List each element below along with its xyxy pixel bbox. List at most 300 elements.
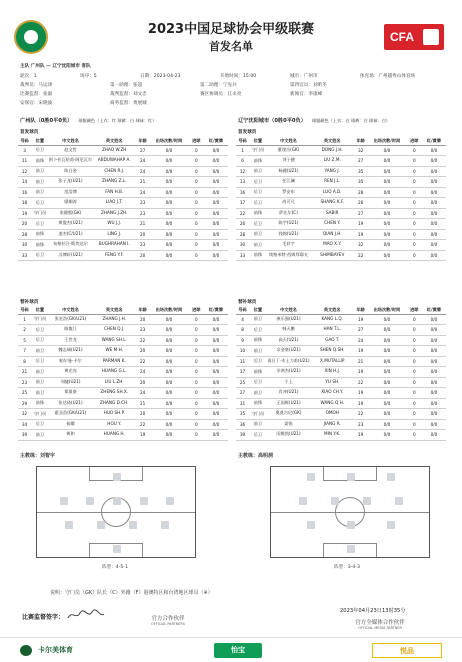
table-cell: 0/0 xyxy=(204,388,228,399)
table-cell: 廖炯涛 xyxy=(49,198,93,209)
table-cell: 0 xyxy=(407,430,422,441)
table-cell: 0 xyxy=(189,356,204,367)
table-cell: 0/0 xyxy=(422,156,446,167)
info-value: 刘昕冬 xyxy=(312,83,327,88)
table-row xyxy=(18,356,228,367)
home-player-shirt-icon xyxy=(166,497,174,505)
info-row4-1 xyxy=(110,91,147,97)
column-header: 位置 xyxy=(249,307,267,314)
info-row2-5 xyxy=(360,73,415,79)
table-row xyxy=(236,409,446,420)
table-cell: 0 xyxy=(189,398,204,409)
table-cell: 0/0 xyxy=(149,145,188,156)
home-player-shirt-icon xyxy=(161,521,169,529)
column-header: 位置 xyxy=(31,307,49,314)
info-value: 马运津 xyxy=(38,83,53,88)
table-cell: 0/0 xyxy=(204,325,228,336)
info-row3-3 xyxy=(290,82,327,88)
table-cell: 27 xyxy=(354,156,367,167)
table-cell: 0/0 xyxy=(422,145,446,156)
table-cell: 9 xyxy=(236,335,249,346)
info-value: 张毅 xyxy=(42,92,53,97)
table-row xyxy=(236,314,446,325)
table-cell: 郑晟豪 xyxy=(49,388,93,399)
table-cell: 0/0 xyxy=(149,335,188,346)
table-cell: 0/0 xyxy=(204,346,228,357)
column-header: 年龄 xyxy=(354,307,367,314)
table-cell: 刘捷(U21) xyxy=(49,377,93,388)
table-cell: 0 xyxy=(407,156,422,167)
away-player-shirt-icon xyxy=(347,545,355,553)
table-cell: 0/0 xyxy=(367,240,406,251)
home-starters-title: 首发球员 xyxy=(20,130,39,135)
table-cell: 28 xyxy=(354,187,367,198)
away-coach-label: 主教练： xyxy=(238,453,259,459)
table-cell: 尚可凡 xyxy=(267,198,311,209)
home-starters-table xyxy=(18,138,228,261)
table-row xyxy=(18,208,228,219)
table-cell: 0/0 xyxy=(367,187,406,198)
legend-note: 说明：守门员（GK）队长（C）外籍（F）港澳特区和台湾地区球员（※） xyxy=(50,590,213,596)
info-label: 新闻官： xyxy=(290,92,309,97)
table-cell: 于上 xyxy=(267,377,311,388)
table-row xyxy=(18,419,228,430)
table-cell: 0 xyxy=(189,367,204,378)
table-cell: 0/0 xyxy=(204,398,228,409)
table-cell: 后卫 xyxy=(31,250,49,261)
table-cell: 20 xyxy=(18,219,31,230)
table-cell: 0/0 xyxy=(367,208,406,219)
table-cell: 0/0 xyxy=(204,430,228,441)
table-cell: YU SH. xyxy=(310,377,354,388)
table-cell: 0/0 xyxy=(367,177,406,188)
table-cell: 0/0 xyxy=(367,388,406,399)
table-cell: 后卫 xyxy=(249,219,267,230)
sponsor-kelme: 卡尔美体育 xyxy=(18,643,126,658)
partners-en: OFFICIAL PARTNERS xyxy=(151,622,185,626)
table-cell: CHEN Y. xyxy=(310,219,354,230)
table-cell: 前锋 xyxy=(249,208,267,219)
column-header: 号码 xyxy=(236,138,249,145)
info-value: 5 xyxy=(93,74,97,79)
info-label: 开始时间： xyxy=(220,74,243,79)
table-cell: 后卫 xyxy=(249,187,267,198)
table-cell: 36 xyxy=(236,419,249,430)
table-cell: 康乐强(U21) xyxy=(267,314,311,325)
table-cell: CHEN R.J. xyxy=(92,166,136,177)
table-cell: 范浩博 xyxy=(49,187,93,198)
table-cell: 赵文哲 xyxy=(49,145,93,156)
info-row3-1 xyxy=(110,82,142,88)
table-cell: 陈日金 xyxy=(49,166,93,177)
table-cell: 0/0 xyxy=(149,377,188,388)
home-player-shirt-icon xyxy=(129,521,137,529)
table-cell: 前卫 xyxy=(249,419,267,430)
table-cell: 0 xyxy=(189,177,204,188)
home-player-shirt-icon xyxy=(113,473,121,481)
table-cell: 后卫 xyxy=(31,419,49,430)
away-formation xyxy=(334,564,360,570)
table-cell: 0 xyxy=(407,187,422,198)
table-cell: 0/0 xyxy=(204,198,228,209)
table-cell: 23 xyxy=(136,208,149,219)
column-header: 红/黄牌 xyxy=(204,138,228,145)
info-row2-2 xyxy=(140,73,181,79)
table-cell: 21 xyxy=(136,398,149,409)
table-cell: 前锋 xyxy=(31,156,49,167)
table-cell: FAN H.B. xyxy=(92,187,136,198)
table-cell: 0/0 xyxy=(149,250,188,261)
table-cell: 0/0 xyxy=(367,377,406,388)
table-cell: 23 xyxy=(354,419,367,430)
table-cell: 0/0 xyxy=(367,409,406,420)
table-cell: HUANG G.L. xyxy=(92,367,136,378)
table-cell: 王国辉(U21) xyxy=(267,398,311,409)
away-player-shirt-icon xyxy=(299,497,307,505)
info-label: 商务监督： xyxy=(110,101,133,106)
table-cell: ZHANG D.CH. xyxy=(92,398,136,409)
info-label: 赛区协调员： xyxy=(200,92,228,97)
table-cell: 0/0 xyxy=(149,325,188,336)
table-cell: WANG SH.L. xyxy=(92,335,136,346)
table-cell: 0 xyxy=(407,325,422,336)
table-cell: 0/0 xyxy=(149,198,188,209)
away-player-shirt-icon xyxy=(347,473,355,481)
table-cell: 21 xyxy=(18,367,31,378)
table-cell: 0/0 xyxy=(422,229,446,240)
info-row5-1 xyxy=(110,100,147,106)
column-header: 出场次数/时间 xyxy=(149,307,188,314)
table-cell: 29 xyxy=(18,398,31,409)
info-value: 广州越秀山体育场 xyxy=(378,74,416,79)
home-coach xyxy=(20,452,55,459)
away-player-shirt-icon xyxy=(331,497,339,505)
table-cell: REN J.L. xyxy=(310,177,354,188)
table-cell: 前卫 xyxy=(31,388,49,399)
signature-label: 比赛监督签字： xyxy=(22,614,65,621)
away-formation-pitch xyxy=(270,466,430,558)
table-cell: 3 xyxy=(18,145,31,156)
table-cell: 0 xyxy=(189,156,204,167)
info-label: 城市： xyxy=(290,74,304,79)
table-cell: 16 xyxy=(236,187,249,198)
column-header: 红/黄牌 xyxy=(422,307,446,314)
table-cell: 22 xyxy=(136,419,149,430)
table-cell: 前卫 xyxy=(31,377,49,388)
table-cell: 0/0 xyxy=(149,314,188,325)
table-cell: PARMAN K. xyxy=(92,356,136,367)
table-cell: 高天(U21) xyxy=(267,335,311,346)
table-cell: 0/0 xyxy=(367,198,406,209)
table-cell: XIAO CH.Y. xyxy=(310,388,354,399)
table-cell: 16 xyxy=(18,187,31,198)
table-cell: HAN T.L. xyxy=(310,325,354,336)
table-cell: 0 xyxy=(407,335,422,346)
table-cell: 0/0 xyxy=(422,314,446,325)
table-cell: 0/0 xyxy=(367,314,406,325)
table-cell: 22 xyxy=(136,335,149,346)
sponsor-cestbon: 怡宝 xyxy=(214,643,262,658)
table-cell: 6 xyxy=(236,156,249,167)
table-cell: 前锋 xyxy=(249,250,267,261)
table-cell: 20 xyxy=(136,314,149,325)
table-cell: 前卫 xyxy=(249,166,267,177)
table-row xyxy=(18,409,228,420)
table-cell: 1 xyxy=(18,314,31,325)
partners-cn: 官方合作伙伴 xyxy=(151,616,185,622)
table-cell: 12 xyxy=(18,166,31,177)
table-cell: 0 xyxy=(407,145,422,156)
table-cell: 前卫 xyxy=(249,240,267,251)
table-cell: 0/0 xyxy=(204,166,228,177)
table-cell: 0/0 xyxy=(367,367,406,378)
table-row xyxy=(236,398,446,409)
table-cell: 前卫 xyxy=(31,346,49,357)
table-cell: WANG Q.H. xyxy=(310,398,354,409)
table-cell: KANG L.Q. xyxy=(310,314,354,325)
table-cell: 28 xyxy=(236,229,249,240)
info-label: 比赛监督： xyxy=(20,92,43,97)
table-cell: 冯博轩(U21) xyxy=(49,250,93,261)
table-cell: 黄俊杰(U21) xyxy=(49,219,93,230)
away-coach-name: 高明洞 xyxy=(258,453,274,459)
table-cell: 12 xyxy=(236,166,249,177)
info-value: 黄展城 xyxy=(132,101,147,106)
table-cell: 25 xyxy=(236,377,249,388)
table-cell: 0/0 xyxy=(367,219,406,230)
table-cell: 34 xyxy=(18,419,31,430)
table-cell: 35 xyxy=(354,166,367,177)
table-cell: 守门员 xyxy=(249,409,267,420)
official-partners xyxy=(138,614,198,626)
table-cell: 0 xyxy=(189,419,204,430)
table-cell: 19 xyxy=(354,367,367,378)
table-row xyxy=(18,398,228,409)
table-cell: 0/0 xyxy=(422,208,446,219)
column-header: 位置 xyxy=(249,138,267,145)
table-cell: DONG J.H. xyxy=(310,145,354,156)
column-header: 进球 xyxy=(407,138,422,145)
table-cell: 0 xyxy=(189,229,204,240)
table-cell: 23 xyxy=(136,198,149,209)
table-cell: 20 xyxy=(136,346,149,357)
table-cell: HUO SH.P. xyxy=(92,409,136,420)
table-cell: 0/0 xyxy=(149,388,188,399)
table-cell: 7 xyxy=(18,346,31,357)
table-cell: 前卫 xyxy=(249,314,267,325)
table-cell: 0/0 xyxy=(149,166,188,177)
away-subs-table xyxy=(236,307,446,441)
table-cell: 23 xyxy=(136,240,149,251)
table-cell: FENG Y.F. xyxy=(92,250,136,261)
table-row xyxy=(236,187,446,198)
table-cell: 0 xyxy=(407,346,422,357)
info-value: 江永亮 xyxy=(227,92,242,97)
table-cell: 0 xyxy=(407,177,422,188)
table-row xyxy=(18,145,228,156)
info-value: 张超 xyxy=(132,83,143,88)
column-header: 进球 xyxy=(407,307,422,314)
column-header: 红/黄牌 xyxy=(204,307,228,314)
table-row xyxy=(236,377,446,388)
table-cell: 27 xyxy=(136,145,149,156)
table-cell: SHANG K.F. xyxy=(310,198,354,209)
table-row xyxy=(236,229,446,240)
table-cell: 后卫 xyxy=(31,145,49,156)
info-label: 日期： xyxy=(140,74,154,79)
table-cell: 0 xyxy=(189,145,204,156)
table-cell: 0 xyxy=(189,335,204,346)
table-cell: 董建岳(GK) xyxy=(267,145,311,156)
table-cell: 0/0 xyxy=(422,388,446,399)
table-row xyxy=(236,430,446,441)
table-cell: 0/0 xyxy=(422,430,446,441)
table-cell: 19 xyxy=(354,388,367,399)
table-cell: 0/0 xyxy=(149,219,188,230)
table-cell: 22 xyxy=(354,409,367,420)
table-row xyxy=(236,325,446,336)
info-row4-0 xyxy=(20,91,52,97)
table-cell: 0/0 xyxy=(149,367,188,378)
away-player-shirt-icon xyxy=(347,521,355,529)
media-partner-cn: 官方全媒体合作伙伴 xyxy=(355,620,405,626)
info-row2-0 xyxy=(20,73,37,79)
table-cell: YANG J. xyxy=(310,166,354,177)
table-cell: CHEN Q.J. xyxy=(92,325,136,336)
table-cell: 0/0 xyxy=(149,346,188,357)
table-cell: 19 xyxy=(354,346,367,357)
table-cell: 35 xyxy=(236,409,249,420)
table-row xyxy=(18,156,228,167)
table-cell: 0/0 xyxy=(149,409,188,420)
table-cell: 0/0 xyxy=(149,177,188,188)
home-coach-name: 刘智宇 xyxy=(40,453,56,459)
column-header: 出场次数/时间 xyxy=(367,307,406,314)
table-cell: 0 xyxy=(189,166,204,177)
table-cell: 黄和 xyxy=(49,430,93,441)
table-cell: LUO A.D. xyxy=(310,187,354,198)
info-value: 宁先兵 xyxy=(222,83,237,88)
table-cell: 0 xyxy=(189,208,204,219)
table-cell: 守门员 xyxy=(31,314,49,325)
table-cell: 前卫 xyxy=(31,430,49,441)
table-cell: 黄光亮 xyxy=(49,367,93,378)
table-cell: 0/0 xyxy=(422,409,446,420)
table-cell: OMOH xyxy=(310,409,354,420)
away-starters-title: 首发球员 xyxy=(238,130,257,135)
home-player-shirt-icon xyxy=(65,521,73,529)
table-cell: 前锋 xyxy=(249,367,267,378)
table-cell: 0/0 xyxy=(149,156,188,167)
away-player-shirt-icon xyxy=(387,521,395,529)
table-cell: 萨比尔(C) xyxy=(267,208,311,219)
table-cell: 5 xyxy=(18,335,31,346)
table-cell: 任江澜 xyxy=(267,177,311,188)
table-cell: 前卫 xyxy=(31,166,49,177)
table-cell: 守门员 xyxy=(31,208,49,219)
table-cell: 前卫 xyxy=(31,367,49,378)
sponsor-third: 悦品 xyxy=(372,643,442,658)
table-cell: 11 xyxy=(18,156,31,167)
table-cell: 0/0 xyxy=(149,240,188,251)
table-cell: 22 xyxy=(136,356,149,367)
info-label: 裁判监督： xyxy=(110,92,133,97)
table-cell: 35 xyxy=(354,177,367,188)
table-row xyxy=(236,198,446,209)
table-cell: 0/0 xyxy=(204,208,228,219)
table-cell: 23 xyxy=(136,325,149,336)
column-header: 中文姓名 xyxy=(49,307,93,314)
table-cell: 0/0 xyxy=(422,398,446,409)
page-title: 2023中国足球协会甲级联赛 xyxy=(147,22,315,37)
away-starters-table xyxy=(236,138,446,261)
table-cell: 0/0 xyxy=(149,187,188,198)
info-label: 裁判员： xyxy=(20,83,39,88)
table-cell: ABDUWAHAP A. xyxy=(92,156,136,167)
table-cell: 前锋 xyxy=(31,398,49,409)
table-cell: 0 xyxy=(407,240,422,251)
home-team-name: 广州队（0胜0平0负） xyxy=(20,118,73,124)
table-cell: 后卫 xyxy=(249,377,267,388)
table-cell: 侯曜 xyxy=(49,419,93,430)
table-cell: 24 xyxy=(136,388,149,399)
column-header: 位置 xyxy=(31,138,49,145)
info-row5-0 xyxy=(20,100,52,106)
table-cell: 26 xyxy=(354,198,367,209)
table-cell: 0/0 xyxy=(422,219,446,230)
table-cell: BUGHRAHAN I. xyxy=(92,240,136,251)
table-cell: 33 xyxy=(18,250,31,261)
table-cell: 28 xyxy=(18,229,31,240)
home-player-shirt-icon xyxy=(113,497,121,505)
table-cell: 0 xyxy=(189,430,204,441)
table-cell: 后卫 xyxy=(249,325,267,336)
table-cell: 0/0 xyxy=(367,346,406,357)
away-coach xyxy=(238,452,273,459)
away-player-shirt-icon xyxy=(307,521,315,529)
table-cell: 39 xyxy=(236,430,249,441)
table-cell: ZHANG J.ZH. xyxy=(92,208,136,219)
table-cell: 姜锐 xyxy=(267,419,311,430)
page-subtitle: 首发名单 xyxy=(209,40,253,53)
table-cell: 后卫 xyxy=(31,356,49,367)
cfa-logo-text: CFA xyxy=(390,30,414,44)
table-cell: 凌杰(C/U21) xyxy=(49,229,93,240)
info-row2-1 xyxy=(80,73,97,79)
table-cell: 0 xyxy=(189,377,204,388)
table-row xyxy=(236,208,446,219)
table-cell: 0 xyxy=(407,419,422,430)
table-cell: 0/0 xyxy=(149,356,188,367)
table-cell: 0/0 xyxy=(422,377,446,388)
table-row xyxy=(18,335,228,346)
table-cell: 奥莫吉尼(GK) xyxy=(267,409,311,420)
column-header: 号码 xyxy=(236,307,249,314)
table-cell: 陈宇(U21) xyxy=(267,219,311,230)
table-cell: 19 xyxy=(354,229,367,240)
table-cell: 前锋 xyxy=(31,229,49,240)
table-cell: 0 xyxy=(189,314,204,325)
table-cell: 0 xyxy=(407,377,422,388)
table-cell: 杨健(U21) xyxy=(267,166,311,177)
table-cell: 0 xyxy=(189,388,204,399)
table-cell: 20 xyxy=(136,229,149,240)
table-cell: 前锋 xyxy=(249,398,267,409)
table-cell: 1 xyxy=(236,145,249,156)
away-subs-title: 替补球员 xyxy=(238,300,257,305)
table-cell: 前卫 xyxy=(249,346,267,357)
info-value: 刘文忠 xyxy=(132,92,147,97)
